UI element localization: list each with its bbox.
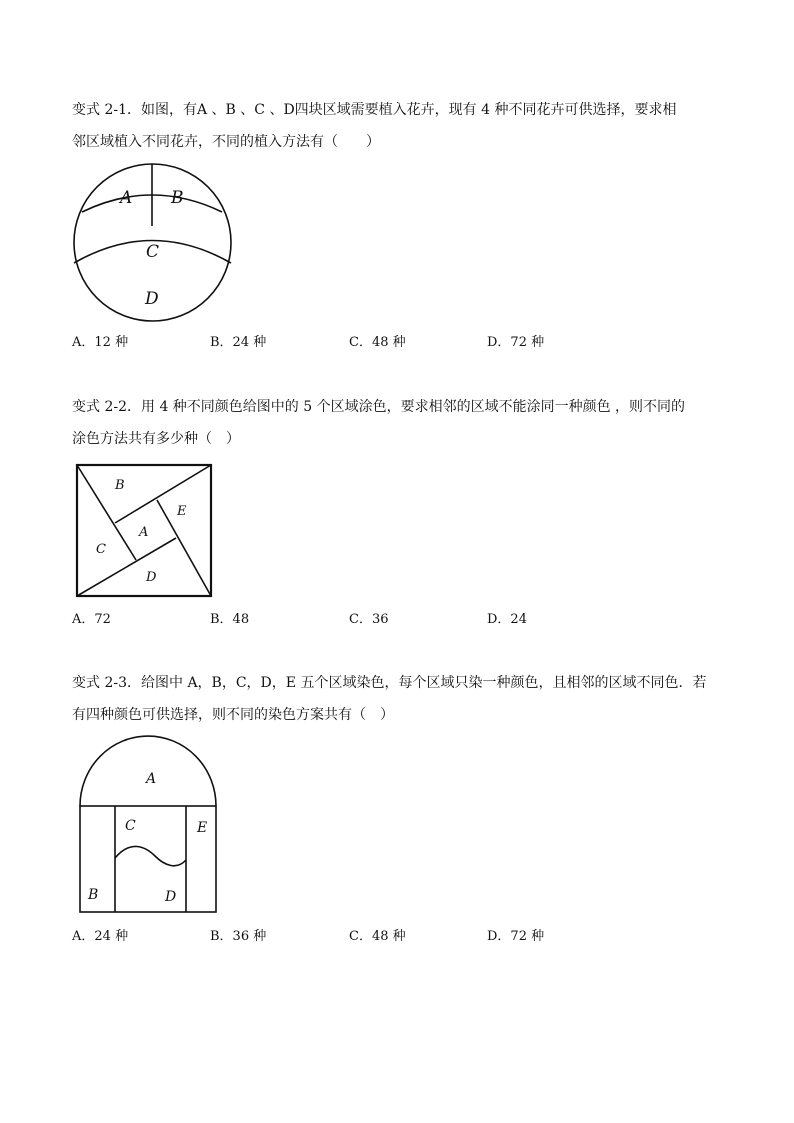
q2-label-a: A [139,525,149,540]
q3-label-d: D [165,889,177,905]
q2-option-d[interactable]: D．24 [487,612,527,627]
q1-option-d[interactable]: D．72 种 [487,335,545,350]
q3-label-a: A [146,771,157,787]
q3-option-d[interactable]: D．72 种 [487,929,545,944]
q3-option-a[interactable]: A．24 种 [72,929,129,944]
q1-label-c: C [146,242,160,262]
q3-stem-line2: 有四种颜色可供选择，则不同的染色方案共有（ ） [72,707,394,723]
q3-label-b: B [88,887,99,903]
q1-label-d: D [145,289,159,309]
q2-square-figure [74,462,214,600]
q3-label-c: C [125,818,136,834]
q2-label-e: E [177,504,187,519]
q2-option-a[interactable]: A．72 [72,612,111,627]
q1-option-a[interactable]: A．12 种 [72,335,129,350]
q1-option-b[interactable]: B．24 种 [210,335,267,350]
q1-stem-line2: 邻区域植入不同花卉，不同的植入方法有（ ） [72,134,380,150]
q2-label-b: B [115,478,125,493]
q2-option-c[interactable]: C．36 [349,612,389,627]
q2-label-c: C [96,542,106,557]
q3-frame [80,806,216,912]
q3-label-e: E [197,820,208,836]
q2-stem-line2: 涂色方法共有多少种（ ） [72,431,240,447]
q2-option-b[interactable]: B．48 [210,612,250,627]
q1-label-a: A [120,188,133,208]
q1-option-c[interactable]: C．48 种 [349,335,406,350]
q2-stem-line1: 变式 2-2．用 4 种不同颜色给图中的 5 个区域涂色，要求相邻的区域不能涂同一种颜色 ，则不同的 [72,399,686,415]
q3-option-c[interactable]: C．48 种 [349,929,406,944]
q3-wave [115,846,186,865]
q1-stem-line1: 变式 2-1．如图，有A 、B 、C 、D四块区域需要植入花卉，现有 4 种不同花卉可供选择，要求相 [72,102,677,118]
q3-arch-figure [76,734,220,916]
q2-label-d: D [146,570,157,585]
q1-label-b: B [171,188,184,208]
q3-stem-line1: 变式 2-3．给图中 A，B，C，D，E 五个区域染色，每个区域只染一种颜色，且相邻的区域不同色．若 [72,675,707,691]
q3-option-b[interactable]: B．36 种 [210,929,267,944]
q1-circle-figure [70,162,236,324]
